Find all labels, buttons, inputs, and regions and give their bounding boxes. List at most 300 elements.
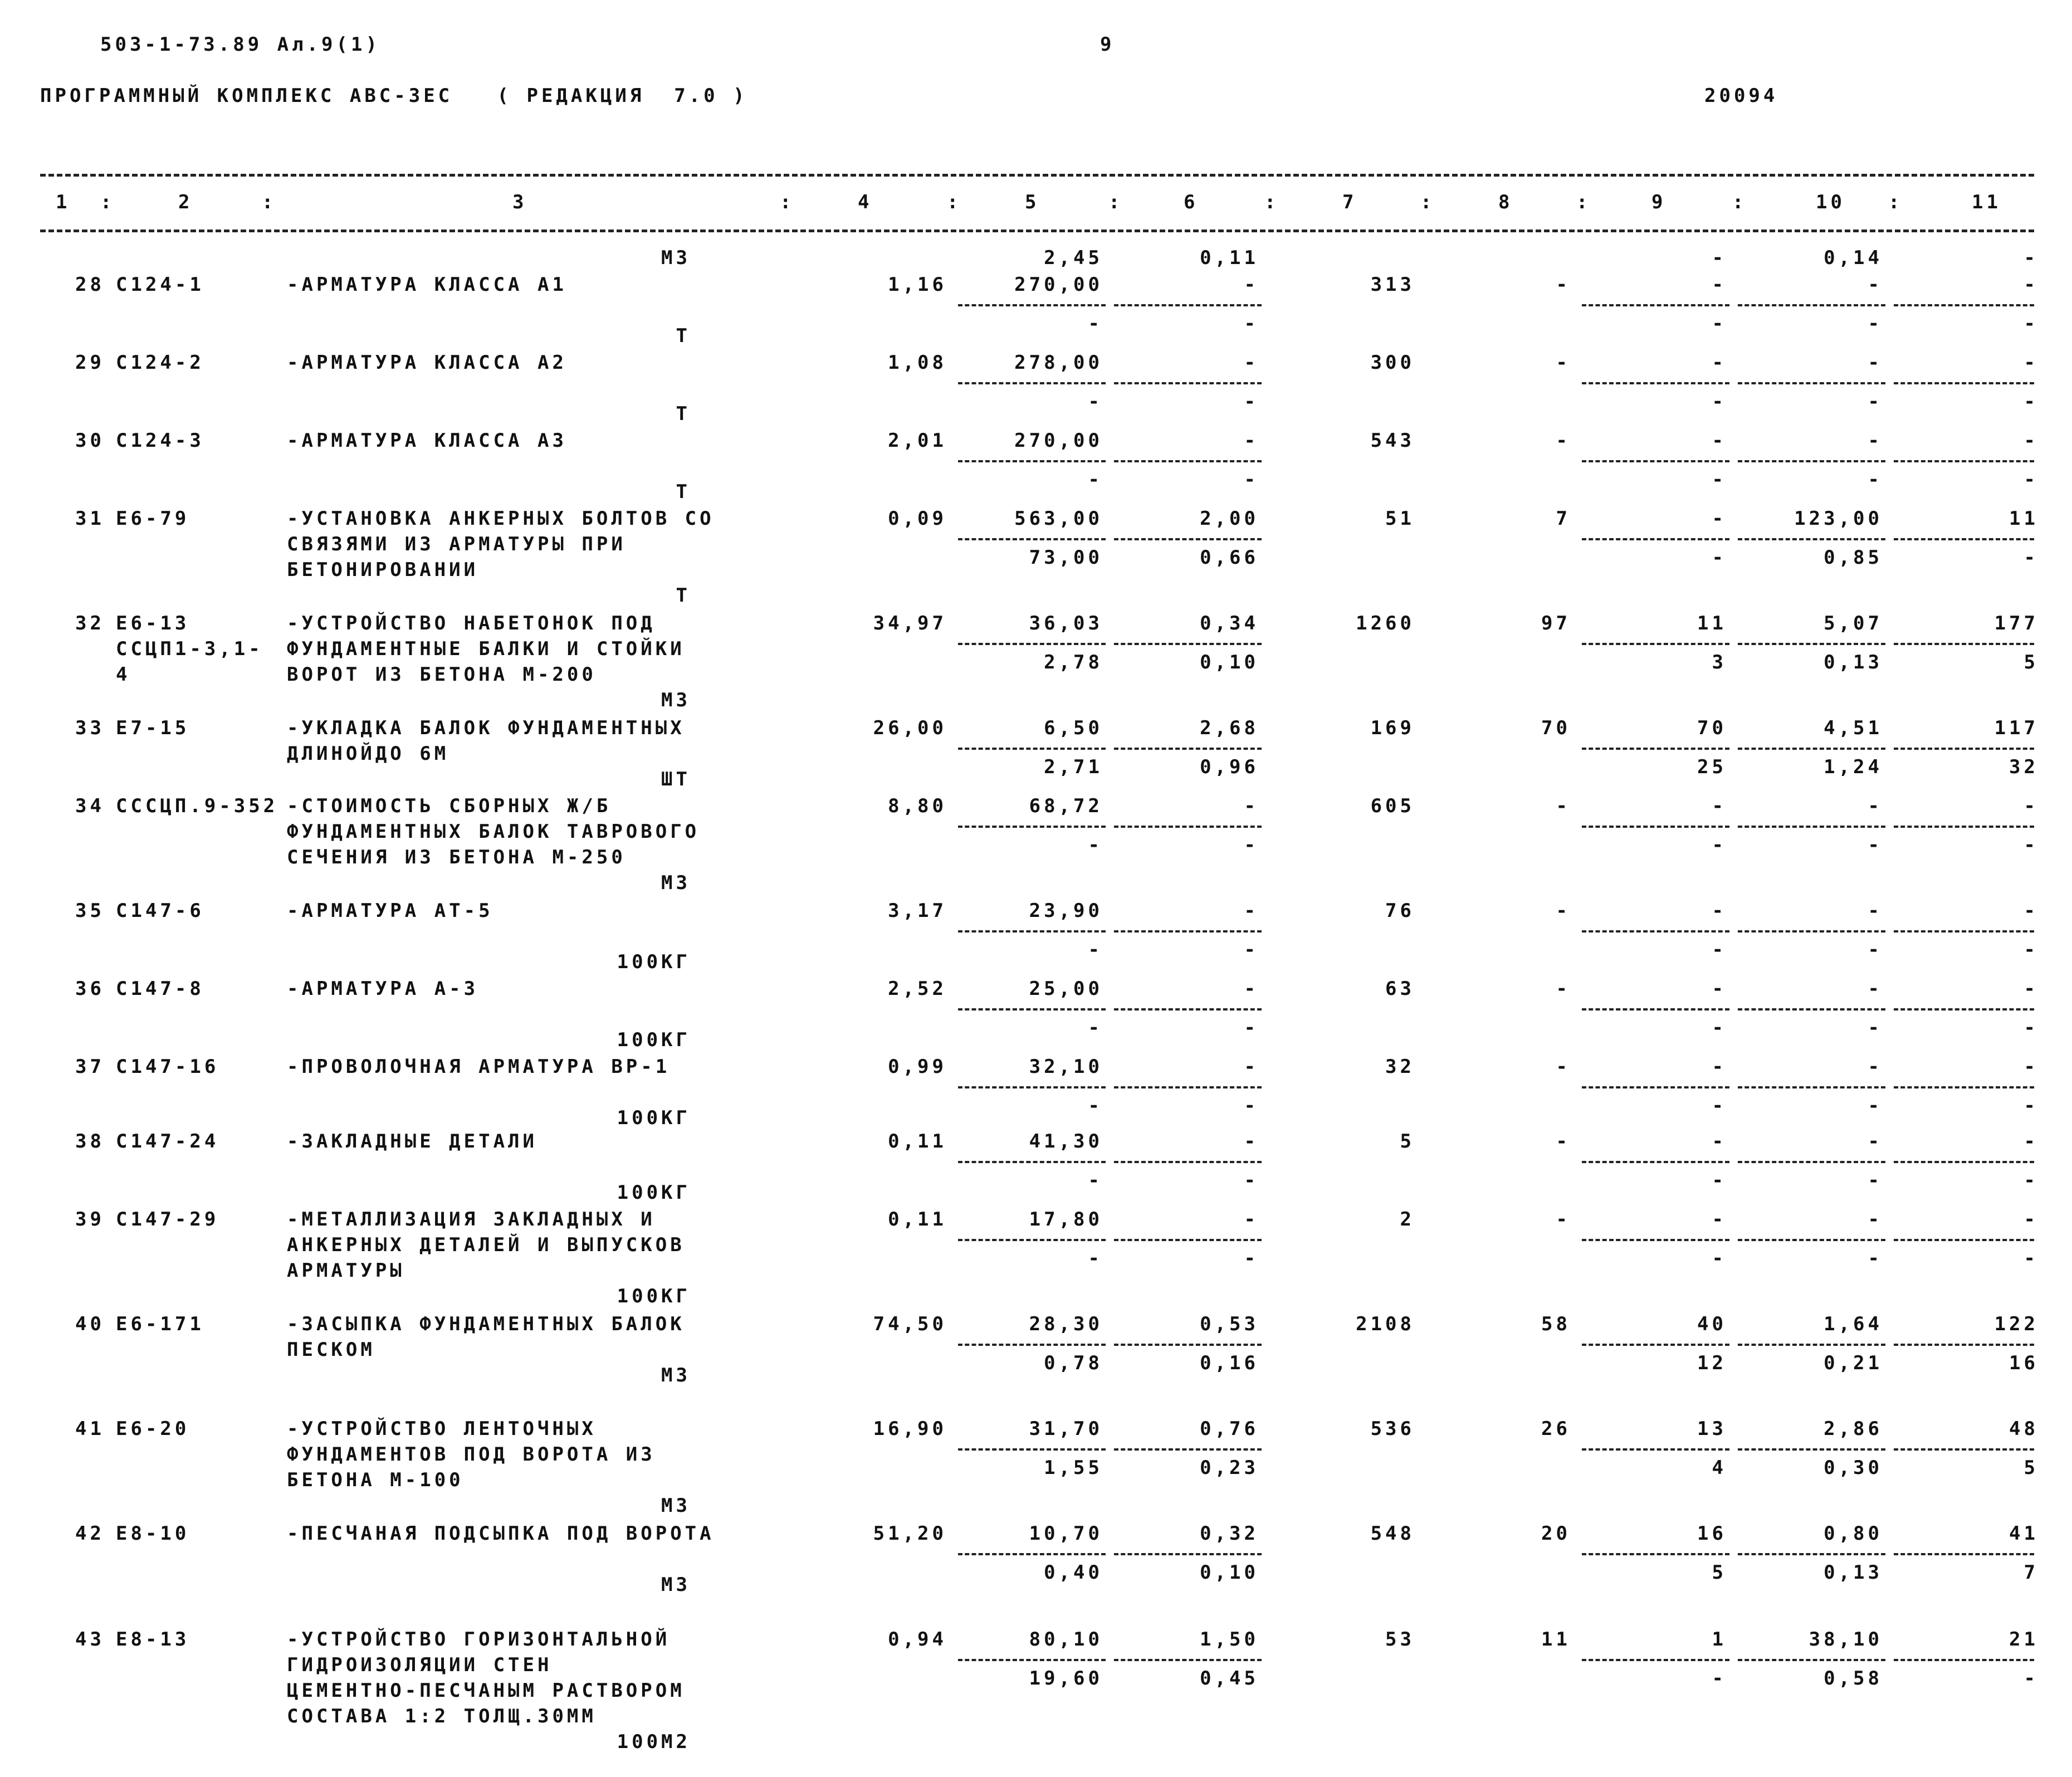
value-c5: 32,10 — [1029, 1056, 1103, 1078]
value-c10-lower: - — [1868, 1169, 1883, 1192]
value-c5: 270,00 — [1014, 429, 1103, 452]
unit-label: Т — [676, 403, 691, 425]
row-description: -ПРОВОЛОЧНАЯ АРМАТУРА ВР-1 — [287, 1056, 671, 1078]
value-col-4: 16,90 — [873, 1418, 947, 1440]
row-description: БЕТОНИРОВАНИИ — [287, 559, 479, 581]
value-c5-lower: 0,78 — [1044, 1352, 1103, 1374]
column-divider: : — [1420, 191, 1435, 213]
row-code: Е6-20 — [116, 1418, 190, 1440]
value-c9-lower: - — [1712, 939, 1727, 961]
row-description: ФУНДАМЕНТНЫХ БАЛОК ТАВРОВОГО — [287, 821, 700, 843]
value-c6-lower: 0,16 — [1200, 1352, 1259, 1374]
value-c10: - — [1868, 352, 1883, 374]
subrow-separator — [958, 460, 1106, 462]
subrow-separator — [1582, 1344, 1729, 1346]
doc-code: 503-1-73.89 Ал.9(1) — [100, 33, 380, 56]
value-c6: 0,34 — [1200, 612, 1259, 634]
subrow-separator — [1894, 930, 2034, 933]
value-col-4: 74,50 — [873, 1313, 947, 1335]
subrow-separator — [1114, 1553, 1262, 1555]
subrow-separator — [958, 1239, 1106, 1241]
value-c11-lower: - — [2024, 468, 2039, 491]
value-c11-lower: - — [2024, 1017, 2039, 1039]
value-col-8: 26 — [1541, 1418, 1571, 1440]
row-description: -МЕТАЛЛИЗАЦИЯ ЗАКЛАДНЫХ И — [287, 1208, 656, 1231]
value-c5: 36,03 — [1029, 612, 1103, 634]
unit-label: 100КГ — [617, 951, 691, 973]
value-c10: 5,07 — [1824, 612, 1883, 634]
value-c10: - — [1868, 274, 1883, 296]
value-c10-lower: - — [1868, 1247, 1883, 1270]
subrow-separator — [958, 1161, 1106, 1163]
subrow-separator — [1738, 304, 1885, 306]
subrow-separator — [1582, 460, 1729, 462]
value-c9-lower: - — [1712, 1017, 1727, 1039]
subrow-separator — [1582, 930, 1729, 933]
value-col-8: - — [1556, 352, 1571, 374]
subrow-separator — [1582, 826, 1729, 828]
subrow-separator — [1114, 748, 1262, 750]
subrow-separator — [1738, 930, 1885, 933]
value-c5-lower: - — [1088, 1095, 1103, 1117]
value-c11-lower: - — [2024, 390, 2039, 413]
value-col-7: 5 — [1400, 1130, 1415, 1153]
row-description: -АРМАТУРА КЛАССА А2 — [287, 352, 567, 374]
subrow-separator — [1738, 1344, 1885, 1346]
value-c9: - — [1712, 507, 1727, 530]
value-col-7: 1260 — [1356, 612, 1415, 634]
subrow-separator — [1738, 1086, 1885, 1088]
subrow-separator — [958, 382, 1106, 384]
value-c10: 38,10 — [1809, 1628, 1883, 1651]
value-c6: - — [1244, 900, 1259, 922]
value-c6-lower: 0,66 — [1200, 546, 1259, 569]
value-c5: 563,00 — [1014, 507, 1103, 530]
subrow-separator — [958, 930, 1106, 933]
value-c6-lower: 0,96 — [1200, 756, 1259, 778]
value-c5-lower: - — [1088, 390, 1103, 413]
row-description: СВЯЗЯМИ ИЗ АРМАТУРЫ ПРИ — [287, 533, 626, 555]
subrow-separator — [1894, 1448, 2034, 1451]
value-c11-lower: 5 — [2024, 1457, 2039, 1479]
subrow-separator — [1894, 382, 2034, 384]
value-col-7: 548 — [1370, 1522, 1415, 1545]
value-c11: - — [2024, 1130, 2039, 1153]
row-number: 36 — [75, 978, 105, 1000]
value-c5-lower: 2,71 — [1044, 756, 1103, 778]
column-number-9: 9 — [1651, 191, 1667, 213]
value-c10-lower: - — [1868, 468, 1883, 491]
value-c6-lower: - — [1244, 1095, 1259, 1117]
subrow-separator — [1582, 1086, 1729, 1088]
value-c11: - — [2024, 274, 2039, 296]
value-c10-lower: 0,58 — [1824, 1667, 1883, 1690]
column-number-10: 10 — [1816, 191, 1845, 213]
value-c5: 31,70 — [1029, 1418, 1103, 1440]
value-c5-lower: - — [1088, 1169, 1103, 1192]
value-c9: - — [1712, 1056, 1727, 1078]
value-c9: - — [1712, 429, 1727, 452]
subrow-separator — [1738, 643, 1885, 645]
value-c10: - — [1868, 429, 1883, 452]
subrow-separator — [1738, 382, 1885, 384]
value-c5-lower: 1,55 — [1044, 1457, 1103, 1479]
column-divider: : — [947, 191, 962, 213]
value-c6: - — [1244, 1130, 1259, 1153]
value-col-8: - — [1556, 1056, 1571, 1078]
column-number-1: 1 — [56, 191, 71, 213]
value-col-4: 51,20 — [873, 1522, 947, 1545]
value-col-8: - — [1556, 429, 1571, 452]
value-c10: 0,80 — [1824, 1522, 1883, 1545]
value-col-7: 76 — [1385, 900, 1415, 922]
subrow-separator — [1894, 1008, 2034, 1010]
value-c10-lower: - — [1868, 939, 1883, 961]
column-number-4: 4 — [858, 191, 873, 213]
value-col-4: 0,09 — [888, 507, 947, 530]
subrow-separator — [1894, 1659, 2034, 1661]
value-c9-lower: 3 — [1712, 651, 1727, 673]
value-col-7: 53 — [1385, 1628, 1415, 1651]
column-number-11: 11 — [1972, 191, 2001, 213]
value-c6-lower: - — [1244, 313, 1259, 335]
unit-label: 100КГ — [617, 1285, 691, 1307]
column-divider: : — [1732, 191, 1747, 213]
value-col-8: 7 — [1556, 507, 1571, 530]
row-number: 30 — [75, 429, 105, 452]
value-c9-lower: 25 — [1697, 756, 1727, 778]
subrow-separator — [958, 1086, 1106, 1088]
value-c6-lower: 0,45 — [1200, 1667, 1259, 1690]
carry-value: 0,14 — [1824, 247, 1883, 269]
value-c6: - — [1244, 274, 1259, 296]
row-code: С147-29 — [116, 1208, 219, 1231]
subrow-separator — [1738, 1239, 1885, 1241]
column-divider: : — [1108, 191, 1123, 213]
row-description: СЕЧЕНИЯ ИЗ БЕТОНА М-250 — [287, 846, 626, 868]
unit-label: Т — [676, 325, 691, 347]
row-description: ДЛИНОЙДО 6М — [287, 743, 449, 765]
value-c11: 122 — [1994, 1313, 2039, 1335]
value-col-4: 8,80 — [888, 795, 947, 817]
subrow-separator — [1114, 1161, 1262, 1163]
value-col-7: 169 — [1370, 717, 1415, 739]
value-c11-lower: 7 — [2024, 1561, 2039, 1584]
column-divider: : — [1888, 191, 1903, 213]
subrow-separator — [1738, 460, 1885, 462]
column-number-6: 6 — [1184, 191, 1199, 213]
value-c6: - — [1244, 352, 1259, 374]
value-c9-lower: - — [1712, 1169, 1727, 1192]
value-c9-lower: - — [1712, 1667, 1727, 1690]
row-code: С147-24 — [116, 1130, 219, 1153]
value-c9: 13 — [1697, 1418, 1727, 1440]
value-c11: 21 — [2009, 1628, 2039, 1651]
subrow-separator — [958, 826, 1106, 828]
value-c5: 25,00 — [1029, 978, 1103, 1000]
subrow-separator — [958, 748, 1106, 750]
value-c5-lower: 19,60 — [1029, 1667, 1103, 1690]
row-code: Е6-79 — [116, 507, 190, 530]
unit-label: М3 — [661, 247, 691, 269]
stamp: 20094 — [1704, 85, 1778, 107]
value-c10-lower: 0,13 — [1824, 1561, 1883, 1584]
column-number-7: 7 — [1342, 191, 1357, 213]
value-c6-lower: - — [1244, 939, 1259, 961]
value-c6-lower: - — [1244, 390, 1259, 413]
value-c6-lower: - — [1244, 468, 1259, 491]
value-c9-lower: - — [1712, 313, 1727, 335]
subrow-separator — [1114, 538, 1262, 540]
value-c6-lower: 0,10 — [1200, 651, 1259, 673]
value-col-8: 11 — [1541, 1628, 1571, 1651]
value-c6-lower: - — [1244, 834, 1259, 856]
subrow-separator — [1582, 1239, 1729, 1241]
row-number: 39 — [75, 1208, 105, 1231]
row-code: С147-8 — [116, 978, 204, 1000]
row-code: Е8-13 — [116, 1628, 190, 1651]
value-col-8: - — [1556, 900, 1571, 922]
row-number: 28 — [75, 274, 105, 296]
row-number: 41 — [75, 1418, 105, 1440]
subrow-separator — [1114, 1448, 1262, 1451]
unit-label: М3 — [661, 872, 691, 894]
subrow-separator — [1114, 930, 1262, 933]
subrow-separator — [1738, 1161, 1885, 1163]
value-c5: 17,80 — [1029, 1208, 1103, 1231]
row-description: -ЗАСЫПКА ФУНДАМЕНТНЫХ БАЛОК — [287, 1313, 685, 1335]
row-description: АНКЕРНЫХ ДЕТАЛЕЙ И ВЫПУСКОВ — [287, 1234, 685, 1256]
subrow-separator — [1114, 1344, 1262, 1346]
value-c11: - — [2024, 900, 2039, 922]
unit-label: ШТ — [661, 768, 691, 790]
value-c10-lower: - — [1868, 1017, 1883, 1039]
value-c10: 123,00 — [1794, 507, 1883, 530]
row-description: -ЗАКЛАДНЫЕ ДЕТАЛИ — [287, 1130, 537, 1153]
row-description: ГИДРОИЗОЛЯЦИИ СТЕН — [287, 1654, 553, 1676]
unit-label: М3 — [661, 1495, 691, 1517]
value-c10-lower: 0,30 — [1824, 1457, 1883, 1479]
value-c5-lower: - — [1088, 834, 1103, 856]
value-c10-lower: 0,13 — [1824, 651, 1883, 673]
column-divider: : — [780, 191, 795, 213]
value-c10: - — [1868, 900, 1883, 922]
value-c11: 48 — [2009, 1418, 2039, 1440]
value-c10: 4,51 — [1824, 717, 1883, 739]
subrow-separator — [1894, 826, 2034, 828]
value-c9-lower: - — [1712, 834, 1727, 856]
value-c10-lower: - — [1868, 390, 1883, 413]
value-c10: - — [1868, 1130, 1883, 1153]
row-description: -УСТРОЙСТВО ЛЕНТОЧНЫХ — [287, 1418, 597, 1440]
value-c5-lower: - — [1088, 939, 1103, 961]
value-c10-lower: 1,24 — [1824, 756, 1883, 778]
value-c6: 2,00 — [1200, 507, 1259, 530]
subrow-separator — [1894, 748, 2034, 750]
unit-label: 100КГ — [617, 1182, 691, 1204]
subrow-separator — [1738, 1448, 1885, 1451]
value-c5: 23,90 — [1029, 900, 1103, 922]
value-c9: - — [1712, 795, 1727, 817]
row-code: С124-3 — [116, 429, 204, 452]
subrow-separator — [1894, 643, 2034, 645]
value-col-8: - — [1556, 274, 1571, 296]
value-col-7: 605 — [1370, 795, 1415, 817]
row-code: СССЦП.9-352 — [116, 795, 278, 817]
unit-label: 100М2 — [617, 1731, 691, 1753]
subrow-separator — [1738, 538, 1885, 540]
subrow-separator — [1894, 460, 2034, 462]
value-col-4: 0,99 — [888, 1056, 947, 1078]
value-c9: 1 — [1712, 1628, 1727, 1651]
value-col-4: 0,11 — [888, 1208, 947, 1231]
row-description: -УКЛАДКА БАЛОК ФУНДАМЕНТНЫХ — [287, 717, 685, 739]
value-c10: 2,86 — [1824, 1418, 1883, 1440]
value-c11-lower: - — [2024, 1095, 2039, 1117]
value-c11: - — [2024, 1208, 2039, 1231]
value-c9: 11 — [1697, 612, 1727, 634]
value-c6: - — [1244, 978, 1259, 1000]
value-c9: - — [1712, 1208, 1727, 1231]
subrow-separator — [958, 1448, 1106, 1451]
row-code: 4 — [116, 663, 131, 686]
subrow-separator — [1114, 1086, 1262, 1088]
subrow-separator — [958, 643, 1106, 645]
subrow-separator — [1738, 1553, 1885, 1555]
row-description: ВОРОТ ИЗ БЕТОНА М-200 — [287, 663, 597, 686]
value-c6: 0,53 — [1200, 1313, 1259, 1335]
value-col-4: 0,11 — [888, 1130, 947, 1153]
value-col-4: 1,08 — [888, 352, 947, 374]
value-c11-lower: - — [2024, 1169, 2039, 1192]
value-col-8: - — [1556, 1130, 1571, 1153]
column-divider: : — [1264, 191, 1279, 213]
value-col-8: 20 — [1541, 1522, 1571, 1545]
value-c11-lower: 5 — [2024, 651, 2039, 673]
subrow-separator — [1894, 1344, 2034, 1346]
value-c11: 11 — [2009, 507, 2039, 530]
subrow-separator — [1894, 1553, 2034, 1555]
row-description: -УСТАНОВКА АНКЕРНЫХ БОЛТОВ СО — [287, 507, 715, 530]
value-c6: - — [1244, 1056, 1259, 1078]
value-col-7: 543 — [1370, 429, 1415, 452]
subrow-separator — [958, 1553, 1106, 1555]
value-c9: - — [1712, 274, 1727, 296]
value-c9-lower: - — [1712, 546, 1727, 569]
subrow-separator — [1114, 1008, 1262, 1010]
value-c5: 41,30 — [1029, 1130, 1103, 1153]
value-col-7: 313 — [1370, 274, 1415, 296]
unit-label: М3 — [661, 1364, 691, 1387]
subrow-separator — [1582, 1553, 1729, 1555]
subrow-separator — [1582, 643, 1729, 645]
value-c9-lower: 4 — [1712, 1457, 1727, 1479]
value-col-4: 34,97 — [873, 612, 947, 634]
row-code: С124-2 — [116, 352, 204, 374]
subrow-separator — [1114, 1659, 1262, 1661]
value-c9-lower: - — [1712, 390, 1727, 413]
subrow-separator — [1894, 1239, 2034, 1241]
subrow-separator — [1114, 382, 1262, 384]
subrow-separator — [1582, 382, 1729, 384]
value-c6: - — [1244, 429, 1259, 452]
row-description: -УСТРОЙСТВО ГОРИЗОНТАЛЬНОЙ — [287, 1628, 671, 1651]
unit-label: Т — [676, 481, 691, 503]
subrow-separator — [958, 1659, 1106, 1661]
value-col-4: 3,17 — [888, 900, 947, 922]
value-col-7: 2 — [1400, 1208, 1415, 1231]
value-c11-lower: - — [2024, 834, 2039, 856]
row-number: 43 — [75, 1628, 105, 1651]
program-title: ПРОГРАММНЫЙ КОМПЛЕКС АВС-3ЕС ( РЕДАКЦИЯ 7.0 ) — [40, 85, 748, 107]
value-col-8: - — [1556, 978, 1571, 1000]
value-c11: - — [2024, 1056, 2039, 1078]
subrow-separator — [1738, 1659, 1885, 1661]
value-c9: 16 — [1697, 1522, 1727, 1545]
subrow-separator — [1738, 748, 1885, 750]
value-c6-lower: 0,23 — [1200, 1457, 1259, 1479]
value-c5: 10,70 — [1029, 1522, 1103, 1545]
value-col-4: 26,00 — [873, 717, 947, 739]
value-col-7: 63 — [1385, 978, 1415, 1000]
unit-label: М3 — [661, 689, 691, 711]
value-c6-lower: - — [1244, 1247, 1259, 1270]
row-description: ФУНДАМЕНТНЫЕ БАЛКИ И СТОЙКИ — [287, 638, 685, 660]
value-col-7: 32 — [1385, 1056, 1415, 1078]
value-col-7: 300 — [1370, 352, 1415, 374]
value-c10-lower: 0,21 — [1824, 1352, 1883, 1374]
value-c11-lower: 32 — [2009, 756, 2039, 778]
unit-label: 100КГ — [617, 1107, 691, 1129]
row-description: -АРМАТУРА А-3 — [287, 978, 479, 1000]
row-description: -АРМАТУРА КЛАССА А3 — [287, 429, 567, 452]
value-c5-lower: - — [1088, 468, 1103, 491]
subrow-separator — [1582, 1659, 1729, 1661]
subrow-separator — [1894, 304, 2034, 306]
value-c9: - — [1712, 1130, 1727, 1153]
value-c9: - — [1712, 900, 1727, 922]
column-divider: : — [100, 191, 115, 213]
subrow-separator — [958, 1344, 1106, 1346]
subrow-separator — [1582, 538, 1729, 540]
value-c9-lower: 5 — [1712, 1561, 1727, 1584]
subrow-separator — [958, 538, 1106, 540]
row-number: 40 — [75, 1313, 105, 1335]
value-c10: - — [1868, 978, 1883, 1000]
subrow-separator — [1582, 748, 1729, 750]
value-col-8: 97 — [1541, 612, 1571, 634]
value-c5: 6,50 — [1044, 717, 1103, 739]
value-c9: - — [1712, 978, 1727, 1000]
value-c6-lower: 0,10 — [1200, 1561, 1259, 1584]
header-rule-bottom — [40, 230, 2034, 232]
column-number-5: 5 — [1025, 191, 1040, 213]
column-divider: : — [1576, 191, 1591, 213]
value-c9: 70 — [1697, 717, 1727, 739]
value-c5: 68,72 — [1029, 795, 1103, 817]
row-description: -ПЕСЧАНАЯ ПОДСЫПКА ПОД ВОРОТА — [287, 1522, 715, 1545]
value-c10-lower: - — [1868, 1095, 1883, 1117]
row-number: 29 — [75, 352, 105, 374]
value-c6: 0,32 — [1200, 1522, 1259, 1545]
subrow-separator — [1894, 1086, 2034, 1088]
row-number: 34 — [75, 795, 105, 817]
row-description: ПЕСКОМ — [287, 1339, 375, 1361]
value-c10-lower: - — [1868, 313, 1883, 335]
row-code: С147-6 — [116, 900, 204, 922]
value-c5: 270,00 — [1014, 274, 1103, 296]
value-c6: 0,76 — [1200, 1418, 1259, 1440]
